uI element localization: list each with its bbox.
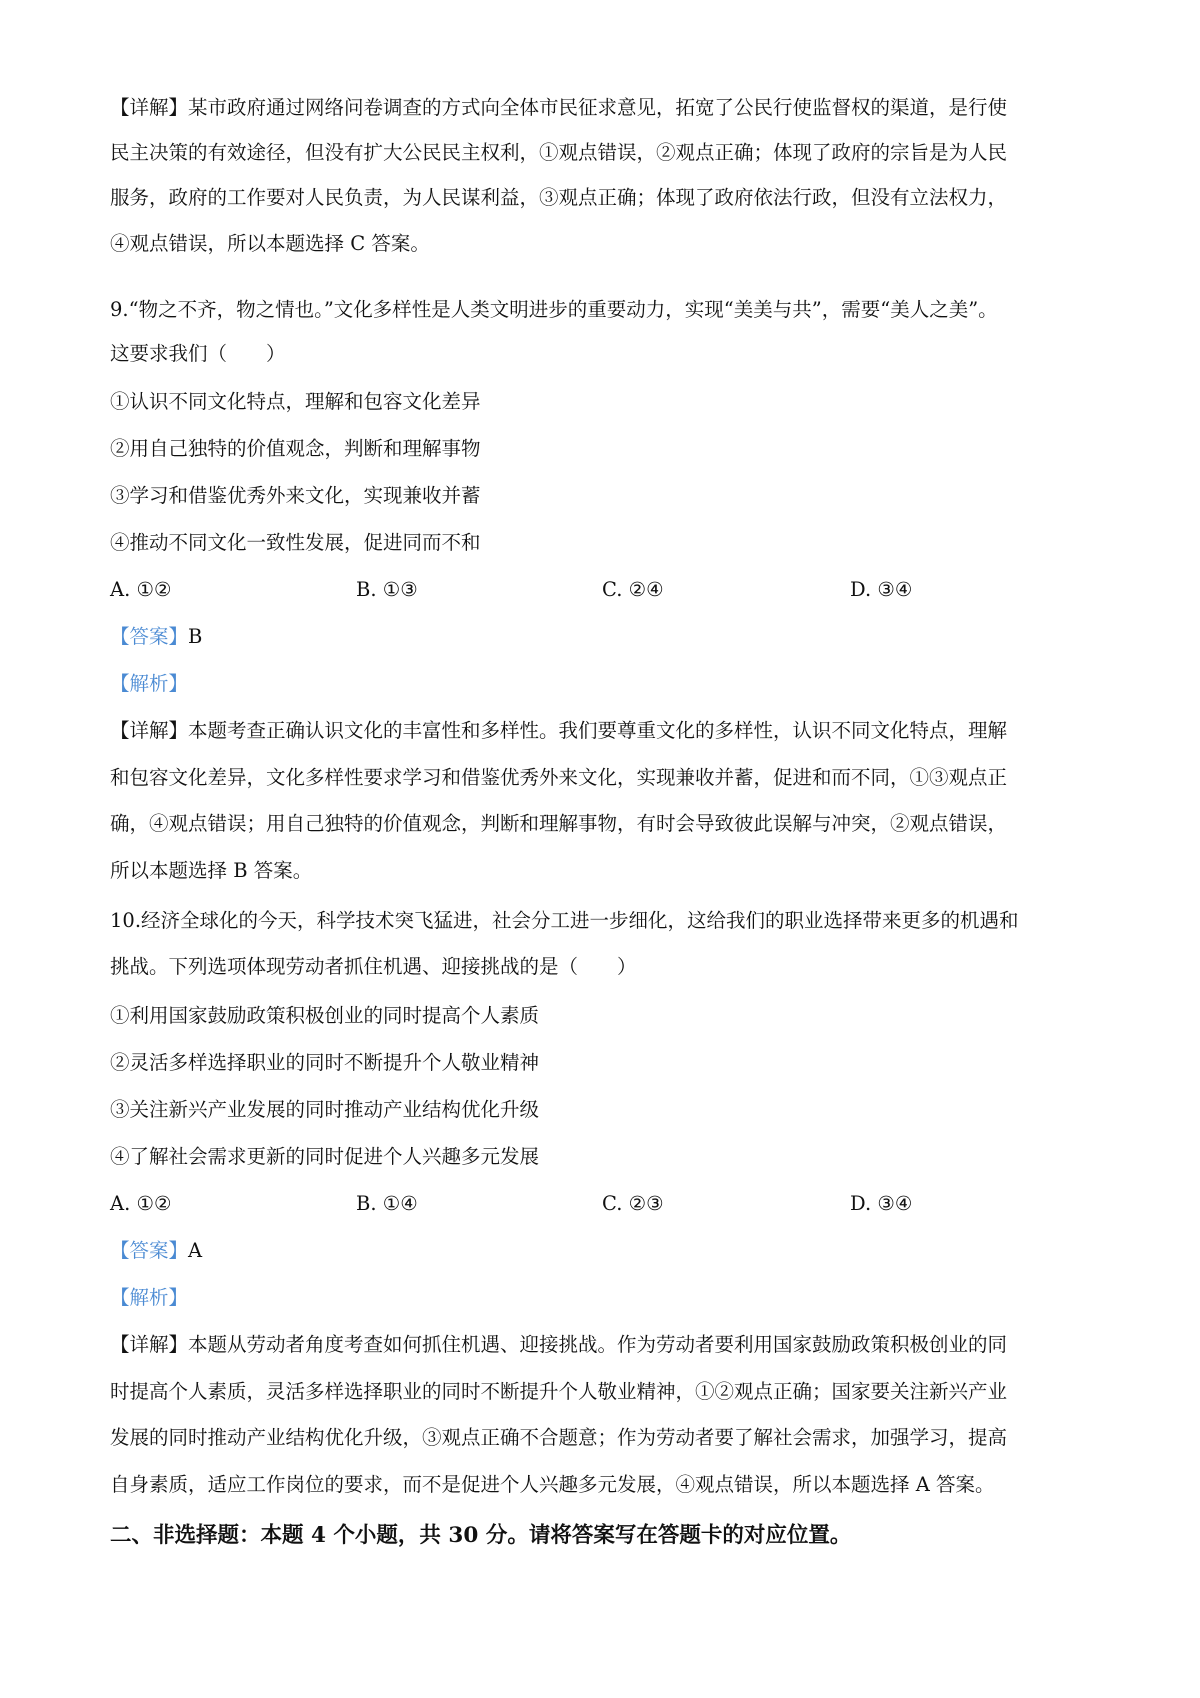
q9-answer [110, 625, 1100, 648]
q10-stem-line-2: 挑战。下列选项体现劳动者抓住机遇、迎接挑战的是（ ） [110, 955, 637, 978]
detail-label: 【详解】 [110, 1333, 189, 1356]
q10-option-a: A. ①② [110, 1192, 172, 1215]
section-2-heading: 二、非选择题：本题 4 个小题，共 30 分。请将答案写在答题卡的对应位置。 [110, 1523, 852, 1548]
q10-item-3: ③关注新兴产业发展的同时推动产业结构优化升级 [110, 1098, 540, 1121]
q9-option-c: C. ②④ [602, 578, 664, 601]
q10-detail-line-3: 发展的同时推动产业结构优化升级，③观点正确不合题意；作为劳动者要了解社会需求，加强学习，提高 [110, 1426, 1008, 1449]
answer-value: B [188, 625, 203, 648]
q10-item-4: ④了解社会需求更新的同时促进个人兴趣多元发展 [110, 1145, 540, 1168]
answer-label: 【答案】 [110, 1239, 189, 1262]
q9-item-2: ②用自己独特的价值观念，判断和理解事物 [110, 437, 481, 460]
q9-item-3: ③学习和借鉴优秀外来文化，实现兼收并蓄 [110, 484, 481, 507]
q9-stem-line-2: 这要求我们（ ） [110, 342, 286, 365]
q10-detail-line-1: 【详解】本题从劳动者角度考查如何抓住机遇、迎接挑战。作为劳动者要利用国家鼓励政策积极创业的同 [110, 1333, 1008, 1356]
q9-option-b: B. ①③ [356, 578, 418, 601]
q8-detail-line-1: 【详解】某市政府通过网络问卷调查的方式向全体市民征求意见，拓宽了公民行使监督权的渠道，是行使 [110, 96, 1008, 119]
q9-detail-line-4: 所以本题选择 B 答案。 [110, 859, 313, 882]
q9-stem-line-1: 9.“物之不齐，物之情也。”文化多样性是人类文明进步的重要动力，实现“美美与共”，需要“美人之美”。 [110, 298, 998, 321]
q9-item-4: ④推动不同文化一致性发展，促进同而不和 [110, 531, 481, 554]
q9-option-d: D. ③④ [850, 578, 913, 601]
q10-item-1: ①利用国家鼓励政策积极创业的同时提高个人素质 [110, 1004, 540, 1027]
q10-detail-line-2: 时提高个人素质，灵活多样选择职业的同时不断提升个人敬业精神，①②观点正确；国家要关注新兴产业 [110, 1380, 1008, 1403]
q10-option-b: B. ①④ [356, 1192, 418, 1215]
q10-detail-line-4: 自身素质，适应工作岗位的要求，而不是促进个人兴趣多元发展，④观点错误，所以本题选择 A 答案。 [110, 1473, 995, 1496]
q8-detail-line-2: 民主决策的有效途径，但没有扩大公民民主权利，①观点错误，②观点正确；体现了政府的宗旨是为人民 [110, 141, 1008, 164]
q10-analysis-label: 【解析】 [110, 1286, 189, 1309]
detail-label: 【详解】 [110, 719, 189, 742]
detail-label: 【详解】 [110, 96, 189, 119]
q10-answer [110, 1239, 1100, 1262]
q10-stem-line-1: 10.经济全球化的今天，科学技术突飞猛进，社会分工进一步细化，这给我们的职业选择带来更多的机遇和 [110, 909, 1019, 932]
answer-label: 【答案】 [110, 625, 189, 648]
q10-option-d: D. ③④ [850, 1192, 913, 1215]
answer-value: A [188, 1239, 203, 1262]
q9-option-a: A. ①② [110, 578, 172, 601]
q9-detail-line-1: 【详解】本题考查正确认识文化的丰富性和多样性。我们要尊重文化的多样性，认识不同文化特点，理解 [110, 719, 1008, 742]
q10-option-c: C. ②③ [602, 1192, 664, 1215]
q9-analysis-label: 【解析】 [110, 672, 189, 695]
q9-item-1: ①认识不同文化特点，理解和包容文化差异 [110, 390, 481, 413]
q8-detail-line-3: 服务，政府的工作要对人民负责，为人民谋利益，③观点正确；体现了政府依法行政，但没有立法权力， [110, 186, 1008, 209]
q8-detail-line-4: ④观点错误，所以本题选择 C 答案。 [110, 232, 430, 255]
q10-item-2: ②灵活多样选择职业的同时不断提升个人敬业精神 [110, 1051, 540, 1074]
q9-detail-line-2: 和包容文化差异，文化多样性要求学习和借鉴优秀外来文化，实现兼收并蓄，促进和而不同，①③观点正 [110, 766, 1008, 789]
q9-detail-line-3: 确，④观点错误；用自己独特的价值观念，判断和理解事物，有时会导致彼此误解与冲突，②观点错误， [110, 812, 1008, 835]
